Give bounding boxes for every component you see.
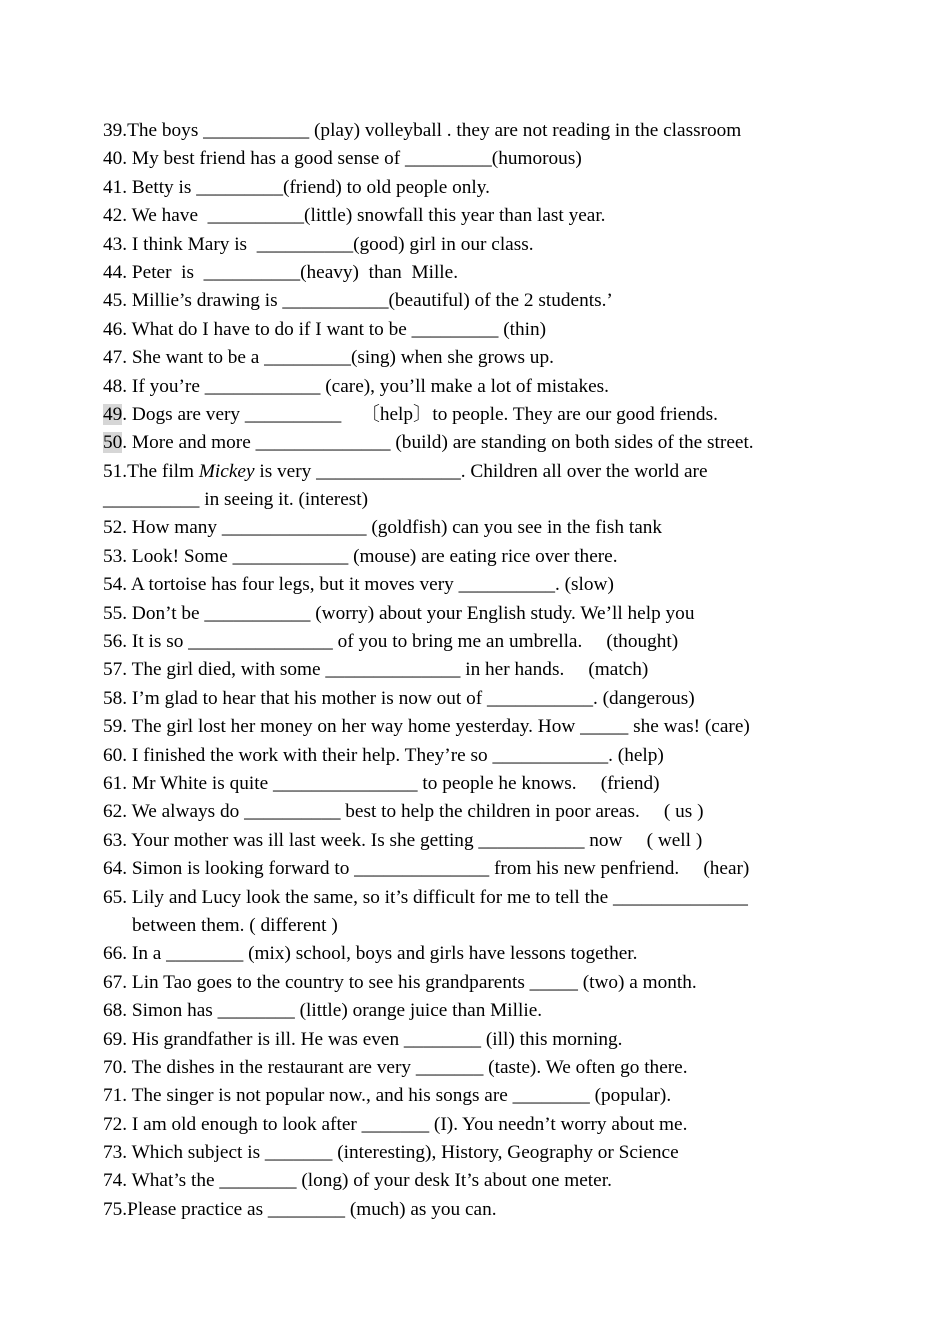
exercise-line bbox=[103, 117, 863, 145]
exercise-text: 60. I finished the work with their help. They’re so ____________. (help) bbox=[103, 744, 664, 766]
exercise-line bbox=[103, 259, 863, 287]
exercise-text: 45. Millie’s drawing is ___________(beautiful) of the 2 students.’ bbox=[103, 290, 613, 312]
exercise-line bbox=[103, 742, 863, 770]
exercise-text: 54. A tortoise has four legs, but it moves very __________. (slow) bbox=[103, 574, 614, 596]
exercise-text: 64. Simon is looking forward to ______________ from his new penfriend. (hear) bbox=[103, 858, 750, 880]
exercise-line bbox=[103, 1111, 863, 1139]
exercise-text: 59. The girl lost her money on her way home yesterday. How _____ she was! (care) bbox=[103, 716, 750, 738]
exercise-text: 42. We have __________(little) snowfall this year than last year. bbox=[103, 205, 606, 227]
exercise-line bbox=[103, 514, 863, 542]
exercise-text: 74. What’s the ________ (long) of your desk It’s about one meter. bbox=[103, 1170, 612, 1192]
exercise-text: 53. Look! Some ____________ (mouse) are eating rice over there. bbox=[103, 545, 618, 567]
exercise-line bbox=[103, 656, 863, 684]
exercise-line bbox=[103, 1139, 863, 1167]
exercise-text: 73. Which subject is _______ (interesting), History, Geography or Science bbox=[103, 1142, 679, 1164]
highlighted-question-number: 50 bbox=[103, 432, 123, 454]
exercise-line bbox=[103, 855, 863, 883]
exercise-text: 72. I am old enough to look after _______ (I). You needn’t worry about me. bbox=[103, 1113, 688, 1135]
exercise-text: 67. Lin Tao goes to the country to see his grandparents _____ (two) a month. bbox=[103, 971, 697, 993]
exercise-text: . More and more ______________ (build) are standing on both sides of the street. bbox=[122, 432, 754, 454]
exercise-text: __________ in seeing it. (interest) bbox=[103, 489, 369, 511]
exercise-line bbox=[103, 997, 863, 1025]
exercise-text: 55. Don’t be ___________ (worry) about your English study. We’ll help you bbox=[103, 602, 695, 624]
exercise-text: 65. Lily and Lucy look the same, so it’s difficult for me to tell the ______________ bbox=[103, 886, 748, 908]
exercise-line bbox=[103, 486, 863, 514]
exercise-line bbox=[103, 940, 863, 968]
exercise-text: is very _______________. Children all over the world are bbox=[254, 460, 708, 482]
exercise-line bbox=[103, 401, 863, 429]
exercise-text: 75.Please practice as ________ (much) as you can. bbox=[103, 1198, 497, 1220]
exercise-text: 71. The singer is not popular now., and his songs are ________ (popular). bbox=[103, 1085, 672, 1107]
exercise-line bbox=[103, 713, 863, 741]
exercise-line bbox=[103, 429, 863, 457]
exercise-line bbox=[103, 287, 863, 315]
exercise-line bbox=[103, 316, 863, 344]
exercise-text: 63. Your mother was ill last week. Is she getting ___________ now ( well ) bbox=[103, 829, 703, 851]
exercise-text: 43. I think Mary is __________(good) girl in our class. bbox=[103, 233, 534, 255]
exercise-line-continuation bbox=[103, 912, 863, 940]
exercise-text: . Dogs are very __________ 〔help〕to people. They are our good friends. bbox=[122, 403, 718, 425]
exercise-text: 40. My best friend has a good sense of _________(humorous) bbox=[103, 148, 582, 170]
exercise-line bbox=[103, 685, 863, 713]
exercise-line bbox=[103, 174, 863, 202]
exercise-text: 41. Betty is _________(friend) to old people only. bbox=[103, 176, 490, 198]
exercise-text: 58. I’m glad to hear that his mother is now out of ___________. (dangerous) bbox=[103, 687, 695, 709]
italic-title: Mickey bbox=[198, 460, 255, 482]
exercise-text: 70. The dishes in the restaurant are very _______ (taste). We often go there. bbox=[103, 1056, 688, 1078]
exercise-line bbox=[103, 571, 863, 599]
exercise-text: 66. In a ________ (mix) school, boys and girls have lessons together. bbox=[103, 943, 638, 965]
exercise-line bbox=[103, 344, 863, 372]
exercise-line bbox=[103, 458, 863, 486]
exercise-text: 39.The boys ___________ (play) volleyball . they are not reading in the classroom bbox=[103, 120, 742, 141]
exercise-line bbox=[103, 1196, 863, 1224]
exercise-line bbox=[103, 1026, 863, 1054]
exercise-line bbox=[103, 1054, 863, 1082]
exercise-line bbox=[103, 145, 863, 173]
exercise-line bbox=[103, 770, 863, 798]
highlighted-question-number: 49 bbox=[103, 403, 123, 425]
exercise-line bbox=[103, 543, 863, 571]
exercise-text: 51.The film bbox=[103, 460, 199, 482]
exercise-line bbox=[103, 1167, 863, 1195]
exercise-line bbox=[103, 1082, 863, 1110]
exercise-text: 44. Peter is __________(heavy) than Mille. bbox=[103, 261, 459, 283]
exercise-text: 62. We always do __________ best to help the children in poor areas. ( us ) bbox=[103, 801, 704, 823]
exercise-text: 47. She want to be a _________(sing) when she grows up. bbox=[103, 347, 554, 369]
exercise-text: 56. It is so _______________ of you to bring me an umbrella. (thought) bbox=[103, 631, 679, 653]
exercise-line bbox=[103, 884, 863, 912]
exercise-text: 48. If you’re ____________ (care), you’ll make a lot of mistakes. bbox=[103, 375, 609, 397]
exercise-text: 69. His grandfather is ill. He was even ________ (ill) this morning. bbox=[103, 1028, 623, 1050]
exercise-line bbox=[103, 202, 863, 230]
worksheet-page bbox=[103, 117, 863, 1224]
exercise-line bbox=[103, 798, 863, 826]
exercise-line bbox=[103, 373, 863, 401]
exercise-text: 68. Simon has ________ (little) orange juice than Millie. bbox=[103, 1000, 543, 1022]
exercise-text: 57. The girl died, with some ______________ in her hands. (match) bbox=[103, 659, 649, 681]
exercise-text: 46. What do I have to do if I want to be _________ (thin) bbox=[103, 318, 547, 340]
exercise-text: 61. Mr White is quite _______________ to people he knows. (friend) bbox=[103, 772, 660, 794]
exercise-text: 52. How many _______________ (goldfish) can you see in the fish tank bbox=[103, 517, 663, 539]
exercise-line bbox=[103, 628, 863, 656]
exercise-line bbox=[103, 600, 863, 628]
exercise-line bbox=[103, 969, 863, 997]
exercise-line bbox=[103, 231, 863, 259]
exercise-text: between them. ( different ) bbox=[132, 914, 338, 936]
exercise-line bbox=[103, 827, 863, 855]
